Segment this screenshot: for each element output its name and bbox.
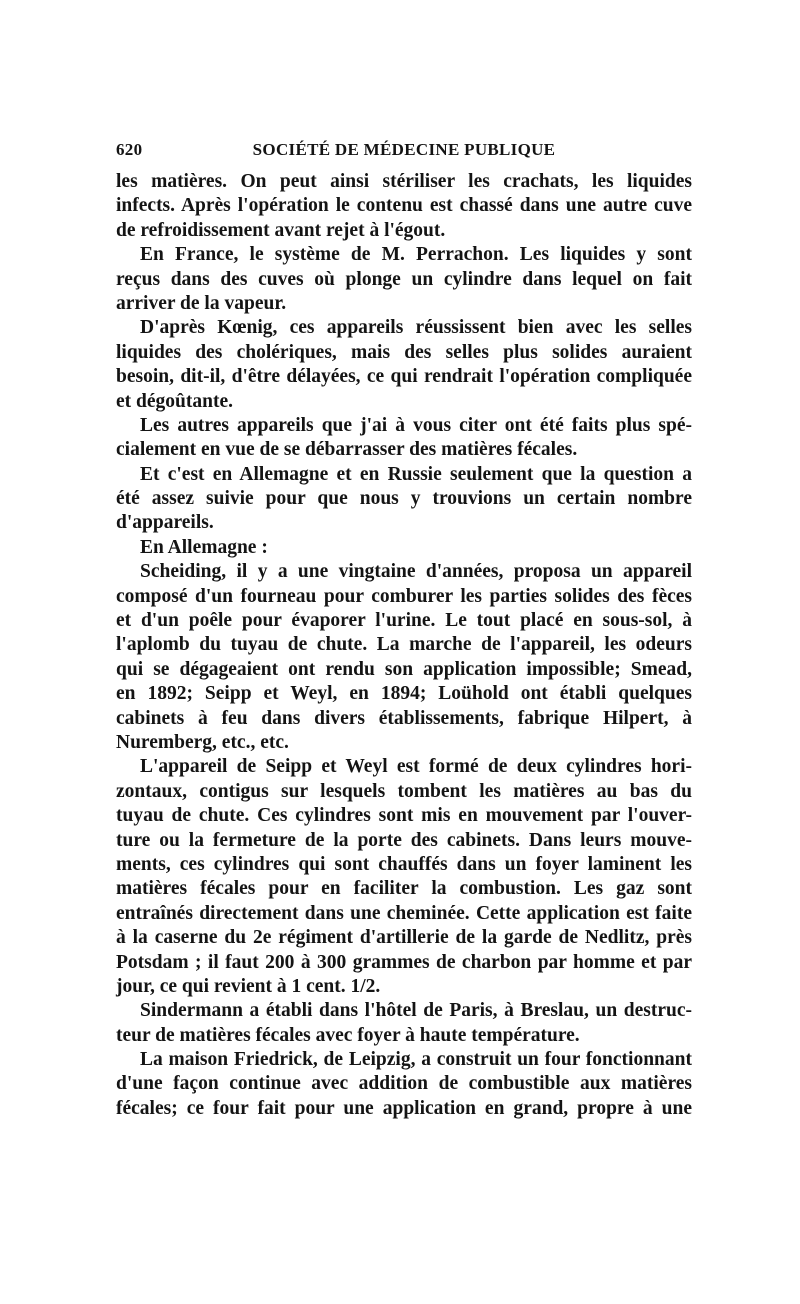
text-line: En Allemagne :: [140, 536, 268, 558]
text-line: composé d'un fourneau pour comburer les parties solides des fèces: [116, 585, 692, 607]
text-line: de refroidissement avant rejet à l'égout.: [116, 219, 446, 241]
text-line: En France, le système de M. Perrachon. Les liquides y sont: [140, 244, 692, 266]
text-line: Scheiding, il y a une vingtaine d'années, proposa un appareil: [140, 561, 692, 583]
text-line: Et c'est en Allemagne et en Russie seulement que la question a: [140, 463, 692, 485]
text-line: infects. Après l'opération le contenu est chassé dans une autre cuve: [116, 195, 692, 217]
text-line: ture ou la fermeture de la porte des cabinets. Dans leurs mouve-: [116, 829, 692, 851]
text-line: en 1892; Seipp et Weyl, en 1894; Loühold ont établi quelques: [116, 683, 692, 705]
text-line: Potsdam ; il faut 200 à 300 grammes de charbon par homme et par: [116, 951, 692, 973]
text-line: matières fécales pour en faciliter la combustion. Les gaz sont: [116, 878, 692, 900]
text-line: arriver de la vapeur.: [116, 292, 287, 314]
text-line: besoin, dit-il, d'être délayées, ce qui rendrait l'opération compliquée: [116, 366, 692, 388]
text-line: cabinets à feu dans divers établissements, fabrique Hilpert, à: [116, 707, 692, 729]
text-line: Les autres appareils que j'ai à vous citer ont été faits plus spé-: [140, 414, 692, 436]
text-line: entraînés directement dans une cheminée. Cette application est faite: [116, 902, 692, 924]
text-line: l'aplomb du tuyau de chute. La marche de l'appareil, les odeurs: [116, 634, 692, 656]
text-line: les matières. On peut ainsi stériliser les crachats, les liquides: [116, 171, 692, 192]
text-line: La maison Friedrick, de Leipzig, a construit un four fonctionnant: [140, 1049, 692, 1071]
text-line: liquides des cholériques, mais des selles plus solides auraient: [116, 341, 692, 363]
text-line: d'une façon continue avec addition de combustible aux matières: [116, 1073, 692, 1095]
text-line: qui se dégageaient ont rendu son application impossible; Smead,: [116, 658, 692, 680]
text-line: fécales; ce four fait pour une application en grand, propre à une: [116, 1097, 692, 1119]
page-header: [116, 140, 692, 164]
text-line: reçus dans des cuves où plonge un cylindre dans lequel on fait: [116, 268, 692, 290]
page-number: 620: [116, 140, 143, 159]
text-line: jour, ce qui revient à 1 cent. 1/2.: [116, 975, 381, 997]
text-line: été assez suivie pour que nous y trouvions un certain nombre: [116, 488, 692, 510]
text-line: zontaux, contigus sur lesquels tombent les matières au bas du: [116, 780, 692, 802]
text-line: cialement en vue de se débarrasser des matières fécales.: [116, 439, 578, 461]
text-line: d'appareils.: [116, 512, 214, 534]
text-line: L'appareil de Seipp et Weyl est formé de deux cylindres hori-: [140, 756, 692, 778]
text-line: et dégoûtante.: [116, 390, 233, 412]
text-line: teur de matières fécales avec foyer à haute température.: [116, 1024, 580, 1046]
text-line: Sindermann a établi dans l'hôtel de Paris, à Breslau, un destruc-: [140, 1000, 692, 1022]
text-line: et d'un poêle pour évaporer l'urine. Le tout placé en sous-sol, à: [116, 610, 692, 632]
text-line: D'après Kœnig, ces appareils réussissent bien avec les selles: [140, 317, 692, 339]
text-line: tuyau de chute. Ces cylindres sont mis en mouvement par l'ouver-: [116, 805, 692, 827]
body-text: [116, 170, 692, 1121]
text-line: ments, ces cylindres qui sont chauffés dans un foyer laminent les: [116, 853, 692, 875]
text-line: Nuremberg, etc., etc.: [116, 731, 289, 753]
running-title: SOCIÉTÉ DE MÉDECINE PUBLIQUE: [252, 140, 556, 159]
text-line: à la caserne du 2e régiment d'artillerie de la garde de Nedlitz, près: [116, 927, 692, 949]
